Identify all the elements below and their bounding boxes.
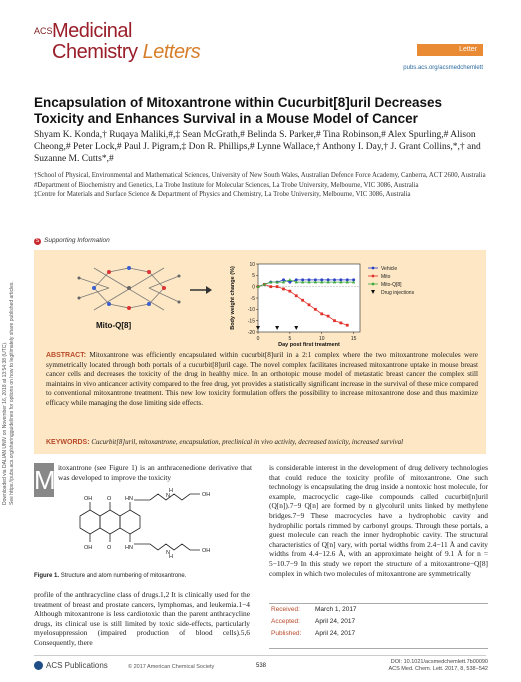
svg-text:OH: OH — [202, 548, 211, 554]
data-point — [320, 312, 323, 315]
download-notice-line1: Downloaded via DALIAN UNIV on November 16, 2018 at 13:54:38 (UTC). — [2, 341, 8, 505]
svg-text:OH: OH — [202, 492, 211, 498]
keywords-text: Cucurbit[8]uril, mitoxantrone, encapsulation, preclinical in vivo activity, decreased toxicity, increased survival — [91, 438, 404, 446]
svg-text:HN: HN — [125, 496, 133, 502]
journal-url-link[interactable]: pubs.acs.org/acsmedchemlett — [403, 65, 483, 71]
journal-name-line2: Chemistry Letters — [52, 41, 201, 63]
citation: ACS Med. Chem. Lett. 2017, 8, 538−542 — [388, 666, 488, 672]
molecule-graphic — [74, 258, 184, 320]
y-tick-label: 0 — [252, 284, 255, 291]
data-point — [314, 308, 317, 311]
article-type-badge: Letter — [417, 44, 483, 56]
download-notice-line2: See https://pubs.acs.org/sharingguidelines for options on how to legitimately share published articles. — [9, 281, 15, 505]
y-tick-label: 5 — [252, 273, 255, 280]
legend-label: Mito-Q[8] — [381, 281, 402, 288]
data-point — [301, 299, 304, 302]
data-point — [269, 285, 272, 288]
legend-marker — [372, 267, 375, 270]
acs-logo-text: ACS — [34, 26, 53, 36]
svg-text:HN: HN — [125, 545, 133, 551]
svg-text:OH: OH — [84, 496, 93, 502]
data-point — [339, 322, 342, 325]
y-axis-label: Body weight change (%) — [230, 266, 236, 330]
x-tick-label: 15 — [350, 336, 357, 342]
figure-1-caption: Figure 1. Structure and atom numbering of mitoxantrone. — [34, 573, 187, 579]
molecule-label: Mito-Q[8] — [96, 321, 132, 330]
keywords — [46, 438, 478, 446]
y-tick-label: -20 — [247, 329, 255, 336]
abstract-text: Mitoxantrone was efficiently encapsulated within cucurbit[8]uril in a 2:1 complex where the two mitoxantrone molecules were symmetrically located through both portals of a cucurbit[8]uril cage. The novel complex facilitates increased mitoxantrone uptake in mouse breast cancer cells and decreases the toxicity of the drug in healthy mice. In an orthotopic mouse model of metastatic breast cancer the complex still maintains in vivo anticancer activity compared to the free drug, yet provides a statistically significant increase in the survival of these mice compared to conventional mitoxantrone treatment. This new low toxicity formulation offers the possibility to increase mitoxantrone dose and thus maximize efficacy while managing the dose limiting side effects. — [46, 351, 478, 407]
supporting-info-link[interactable]: S Supporting Information — [35, 237, 110, 244]
svg-text:N: N — [166, 550, 170, 556]
footer-divider — [34, 655, 486, 656]
supporting-info-icon: S — [35, 238, 40, 244]
data-point — [333, 319, 336, 322]
article-dates — [269, 603, 488, 649]
legend-marker — [371, 290, 375, 294]
legend-marker — [372, 283, 375, 286]
x-tick-label: 0 — [256, 336, 260, 342]
y-tick-label: -15 — [247, 318, 255, 325]
body-paragraph-1: itoxantrone (see Figure 1) is an anthracenedione derivative that was developed to improve the toxicity — [58, 463, 252, 482]
acs-logo-icon — [34, 661, 43, 670]
x-tick-label: 10 — [318, 336, 325, 342]
data-point — [295, 294, 298, 297]
svg-text:O: O — [107, 545, 112, 551]
legend-marker — [372, 275, 375, 278]
abstract — [46, 351, 478, 409]
doi-link[interactable]: DOI: 10.1021/acsmedchemlett.7b00090 — [390, 659, 488, 665]
mitoxantrone-structure — [70, 486, 240, 568]
data-point — [276, 285, 279, 288]
svg-text:H: H — [169, 488, 173, 494]
chart-plot-area — [258, 264, 360, 332]
page-number: 538 — [256, 663, 267, 669]
body-paragraph-2: profile of the anthracycline class of drugs.1,2 It is clinically used for the treatment of breast and prostate cancers, lymphomas, and leukemia.1−4 Although mitoxantrone is less cardiotoxic than the parent anthracycline drugs, its clinical use is still limited by toxic side-effects, particularly myelosuppression (impaired production of blood cells).5,6 Consequently, there — [34, 590, 250, 647]
legend-label: Drug injections — [381, 289, 415, 296]
date-received: Received: March 1, 2017 — [271, 606, 357, 613]
y-tick-label: -5 — [250, 295, 255, 302]
body-weight-chart — [218, 258, 488, 348]
author-list: Shyam K. Konda,† Ruqaya Maliki,#,‡ Sean McGrath,# Belinda S. Parker,# Tina Robinson,# Alex Spurling,# Alison Cheong,# Peter Lock,# Paul J. Pigram,‡ Don R. Phillips,# Lynne Wallace,† Anthony I. Day,† J. Grant Collins,*,† and Suzanne M. Cutts*,# — [34, 130, 481, 164]
legend-label: Mito — [381, 273, 391, 280]
affiliation-1: †School of Physical, Environmental and Mathematical Sciences, University of New South Wales, Australian Defence Force Academy, Canberra, ACT 2600, Australia — [34, 172, 486, 179]
journal-name-italic: Letters — [142, 41, 201, 63]
copyright: © 2017 American Chemical Society — [128, 664, 215, 670]
data-point — [282, 288, 285, 291]
keywords-label: KEYWORDS: — [46, 439, 90, 446]
abstract-label: ABSTRACT: — [46, 352, 87, 359]
journal-name-line1: Medicinal — [52, 20, 132, 42]
affiliation-2: #Department of Biochemistry and Genetics, La Trobe Institute for Molecular Sciences, La Trobe University, Melbourne, VIC 3086, Australia — [34, 181, 419, 189]
date-accepted: Accepted: April 24, 2017 — [271, 618, 356, 625]
arrow-right-icon — [190, 285, 212, 295]
x-axis-label: Day post first treatment — [278, 342, 340, 348]
data-point — [308, 303, 311, 306]
drop-cap: M — [34, 465, 56, 495]
doi-citation — [370, 659, 488, 673]
acs-publications-logo[interactable]: ACS Publications — [34, 661, 108, 670]
svg-text:H: H — [169, 554, 173, 560]
svg-text:O: O — [107, 496, 112, 502]
data-point — [288, 290, 291, 293]
affiliations — [34, 172, 489, 201]
x-tick-label: 5 — [288, 336, 292, 342]
legend-label: Vehicle — [381, 265, 398, 272]
data-point — [327, 315, 330, 318]
article-title: Encapsulation of Mitoxantrone within Cucurbit[8]uril Decreases Toxicity and Enhances Survival in a Mouse Model of Cancer — [34, 95, 443, 126]
date-published: Published: April 24, 2017 — [271, 630, 356, 637]
data-point — [288, 281, 291, 284]
data-point — [346, 324, 349, 327]
download-notice — [2, 205, 18, 505]
body-paragraph-3: is considerable interest in the development of drug delivery technologies that could reduce the toxicity profile of mitoxantrone. One such technology is encapsulating the drug inside a nontoxic host molecule, for example, macrocyclic cage-like compounds called cucurbit[n]uril (Q[n]).7−9 Q[n] are formed by n glycoluril units linked by methylene bridges.7−9 These macrocycles have a hydrophobic cavity and hydrophilic portals rimmed by carbonyl groups. Through these portals, a guest molecule can reach the inner hydrophobic cavity. The structural characteristics of Q[n] vary, with portal widths from 2.4−11 Å and cavity widths from 4.4−12.6 Å, with an approximate height of 9.1 Å for n = 5−10.7−9 In this study we report the structure of a mitoxantrone−Q[8] complex in which two molecules of mitoxantrone are symmetrically — [269, 463, 488, 578]
y-tick-label: -10 — [247, 307, 255, 314]
svg-text:N: N — [166, 493, 170, 499]
y-tick-label: 10 — [249, 261, 255, 268]
svg-text:OH: OH — [84, 545, 93, 551]
affiliation-3: ‡Centre for Materials and Surface Science & Department of Physics and Chemistry, La Trobe University, Melbourne, VIC 3086, Australia — [34, 191, 411, 199]
